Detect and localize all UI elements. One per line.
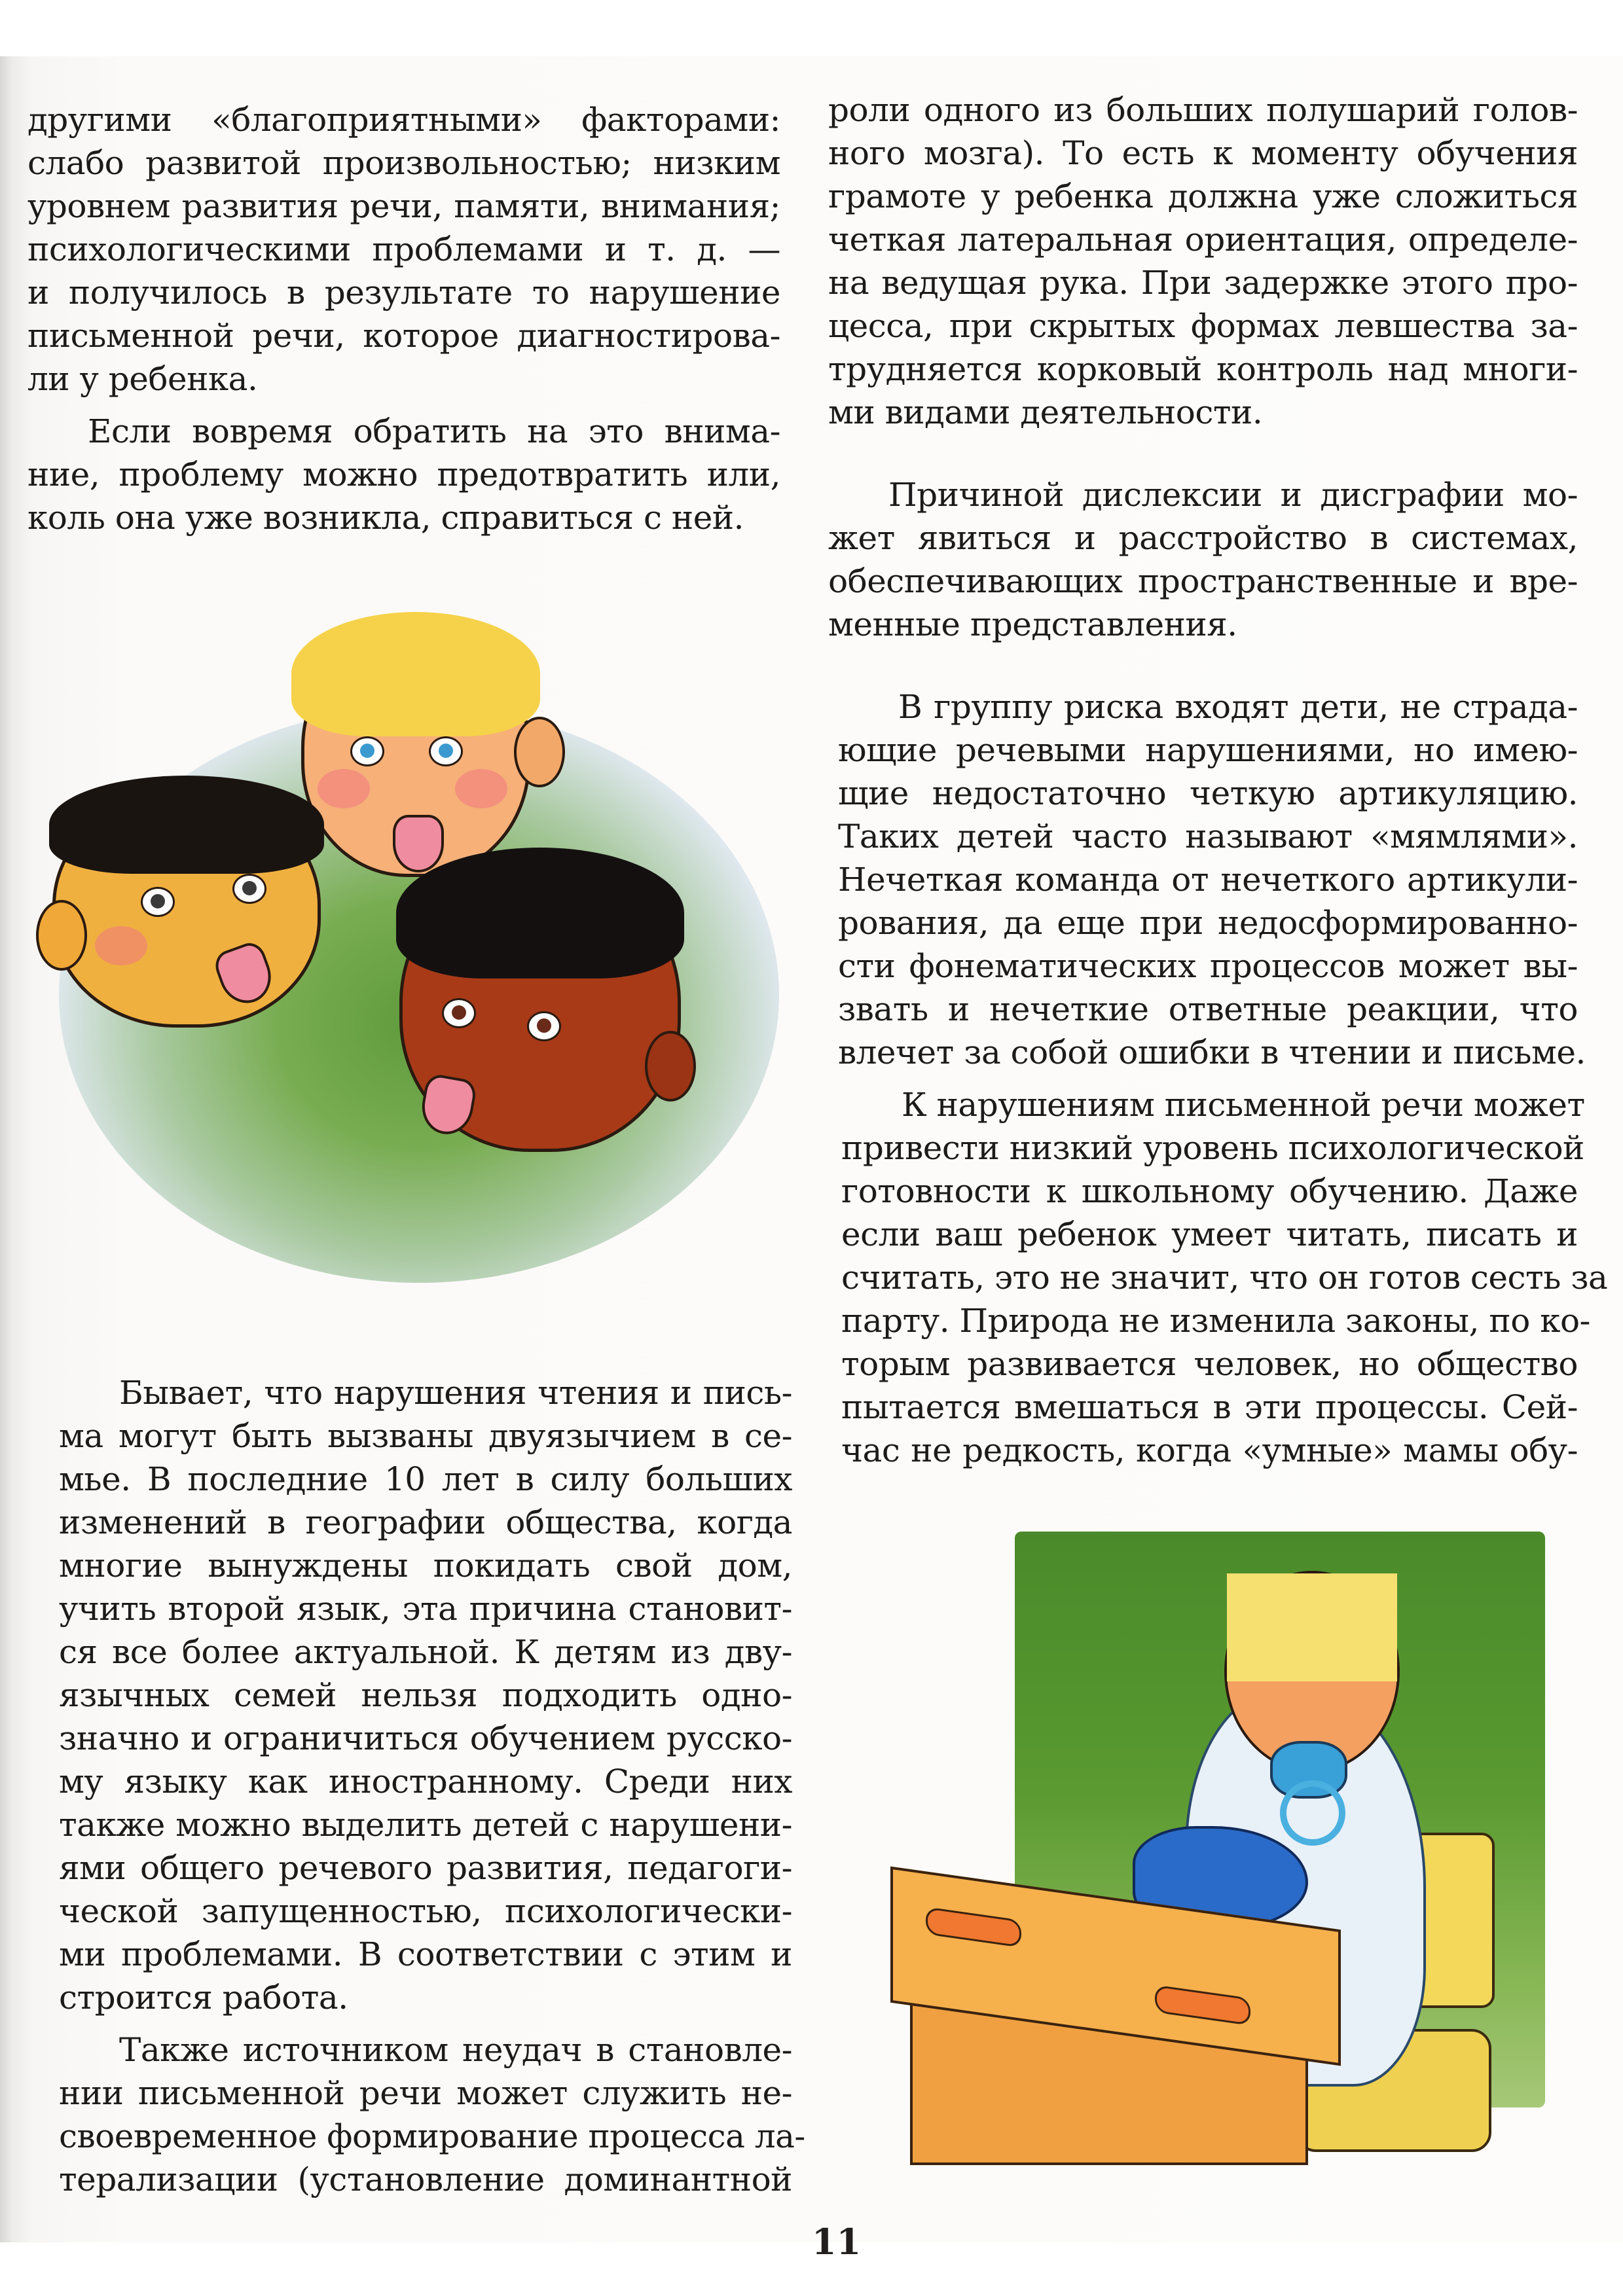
paragraph — [828, 473, 1578, 646]
text-line: язычных семей нельзя подходить одно- — [59, 1676, 792, 1714]
three-faces-illustration — [20, 576, 805, 1329]
text-line: обеспечивающих пространственные и вре- — [828, 562, 1578, 600]
text-line: ние, проблему можно предотвратить или, — [27, 456, 780, 493]
left-column-bottom — [59, 1371, 805, 2201]
text-line: сти фонематических процессов может вы- — [838, 947, 1578, 985]
text-line: трудняется корковый контроль над многи- — [828, 350, 1578, 388]
text-line: Если вовремя обратить на это внима- — [88, 412, 780, 450]
text-line: ями общего речевого развития, педагоги- — [59, 1849, 792, 1887]
cheek — [95, 926, 147, 965]
text-line: считать, это не значит, что он готов сесть за — [841, 1259, 1608, 1297]
hair — [396, 848, 684, 978]
text-line: ма могут быть вызваны двуязычием в се- — [59, 1417, 792, 1455]
eye — [232, 874, 266, 904]
text-line: строится работа. — [59, 1979, 348, 2017]
text-line: менные представления. — [828, 605, 1237, 643]
text-line: изменений в географии общества, когда — [59, 1503, 792, 1541]
tongue — [393, 815, 444, 872]
text-line: учить второй язык, эта причина становит- — [59, 1590, 792, 1628]
text-line: ся все более актуальной. К детям из дву- — [59, 1633, 792, 1671]
pacifier-ring — [1280, 1780, 1345, 1846]
ear — [36, 900, 87, 971]
page-number: 11 — [812, 2221, 862, 2263]
text-line: письменной речи, которое диагностирова- — [27, 317, 780, 355]
text-line: рования, да еще при недосформированно- — [838, 904, 1578, 942]
text-line: коль она уже возникла, справиться с ней. — [27, 499, 744, 537]
dark-skinned-boy-face — [399, 864, 681, 1152]
text-line: В группу риска входят дети, не страда- — [898, 688, 1578, 726]
text-line: ми проблемами. В соответствии с этим и — [59, 1935, 792, 1973]
text-line: звать и нечеткие ответные реакции, что — [838, 990, 1578, 1028]
eye — [141, 887, 175, 917]
text-line: Также источником неудач в становле- — [119, 2031, 792, 2069]
text-line: ми видами деятельности. — [828, 393, 1263, 431]
text-line: ющие речевыми нарушениями, но имею- — [838, 731, 1578, 769]
text-line: роли одного из больших полушарий голов- — [828, 91, 1578, 129]
desk-slot — [926, 1907, 1021, 1948]
text-line: уровнем развития речи, памяти, внимания; — [27, 187, 780, 225]
baby-at-desk-illustration — [877, 1518, 1597, 2212]
text-line: грамоте у ребенка должна уже сложиться — [828, 177, 1578, 215]
hair — [291, 612, 540, 736]
text-line: своевременное формирование процесса ла- — [59, 2117, 805, 2155]
text-line: слабо развитой произвольностью; низким — [27, 144, 780, 182]
text-line: К нарушениям письменной речи может — [902, 1086, 1585, 1124]
text-line: му языку как иностранному. Среди них — [59, 1763, 792, 1801]
text-line: Причиной дислексии и дисграфии мо- — [888, 476, 1578, 514]
text-line: значно и ограничиться обучением русско- — [59, 1719, 792, 1757]
text-line: щие недостаточно четкую артикуляцию. — [838, 774, 1578, 812]
text-line: если ваш ребенок умеет читать, писать и — [841, 1215, 1578, 1253]
dark-haired-boy-face — [52, 792, 321, 1028]
eye — [527, 1011, 561, 1041]
paragraph — [27, 410, 780, 539]
text-line: мье. В последние 10 лет в силу больших — [59, 1460, 792, 1498]
text-line: готовности к школьному обучению. Даже — [841, 1172, 1578, 1210]
text-line: четкая латеральная ориентация, определе- — [828, 221, 1578, 259]
tongue — [211, 939, 278, 1010]
text-line: Бывает, что нарушения чтения и пись- — [119, 1374, 792, 1412]
hair — [49, 776, 324, 874]
text-line: парту. Природа не изменила законы, по ко- — [841, 1302, 1590, 1340]
text-line: нии письменной речи может служить не- — [59, 2074, 792, 2112]
text-line: жет явиться и расстройство в системах, — [828, 519, 1578, 557]
text-line: цесса, при скрытых формах левшества за- — [828, 307, 1578, 345]
text-line: другими «благоприятными» факторами: — [27, 101, 780, 139]
text-line: ного мозга). То есть к моменту обучения — [828, 134, 1578, 172]
ear — [514, 717, 565, 787]
text-line: также можно выделить детей с нарушени- — [59, 1806, 792, 1844]
desk-slot — [1155, 1984, 1250, 2026]
text-line: ческой запущенностью, психологически- — [59, 1892, 792, 1930]
eye — [429, 736, 463, 766]
left-column-top — [27, 98, 780, 539]
paragraph — [838, 685, 1586, 1074]
paragraph — [828, 88, 1578, 434]
text-line: пытается вмешаться в эти процессы. Сей- — [841, 1388, 1578, 1426]
text-line: и получилось в результате то нарушение — [27, 274, 780, 312]
eye — [442, 998, 476, 1028]
right-column — [828, 88, 1608, 1472]
text-line: торым развивается человек, но общество — [841, 1345, 1578, 1383]
text-line: многие вынуждены покидать свой дом, — [59, 1547, 792, 1585]
blond-boy-face — [301, 628, 530, 877]
cheek — [455, 769, 507, 808]
text-line: влечет за собой ошибки в чтении и письме. — [838, 1033, 1586, 1071]
text-line: Таких детей часто называют «мямлями». — [838, 817, 1578, 855]
text-line: ли у ребенка. — [27, 360, 258, 398]
paragraph — [59, 1371, 792, 2019]
text-line: привести низкий уровень психологической — [841, 1129, 1584, 1167]
paragraph — [59, 2028, 805, 2201]
text-line: час не редкость, когда «умные» мамы обу- — [841, 1431, 1578, 1469]
text-line: Нечеткая команда от нечеткого артикули- — [838, 861, 1578, 899]
cheek — [318, 769, 370, 808]
text-line: терализации (установление доминантной — [59, 2161, 792, 2198]
text-line: психологическими проблемами и т. д. — — [27, 230, 780, 268]
ear — [645, 1031, 696, 1102]
eye — [350, 736, 384, 766]
paragraph — [841, 1083, 1608, 1472]
text-line: на ведущая рука. При задержке этого про- — [828, 264, 1578, 302]
paragraph — [27, 98, 780, 401]
